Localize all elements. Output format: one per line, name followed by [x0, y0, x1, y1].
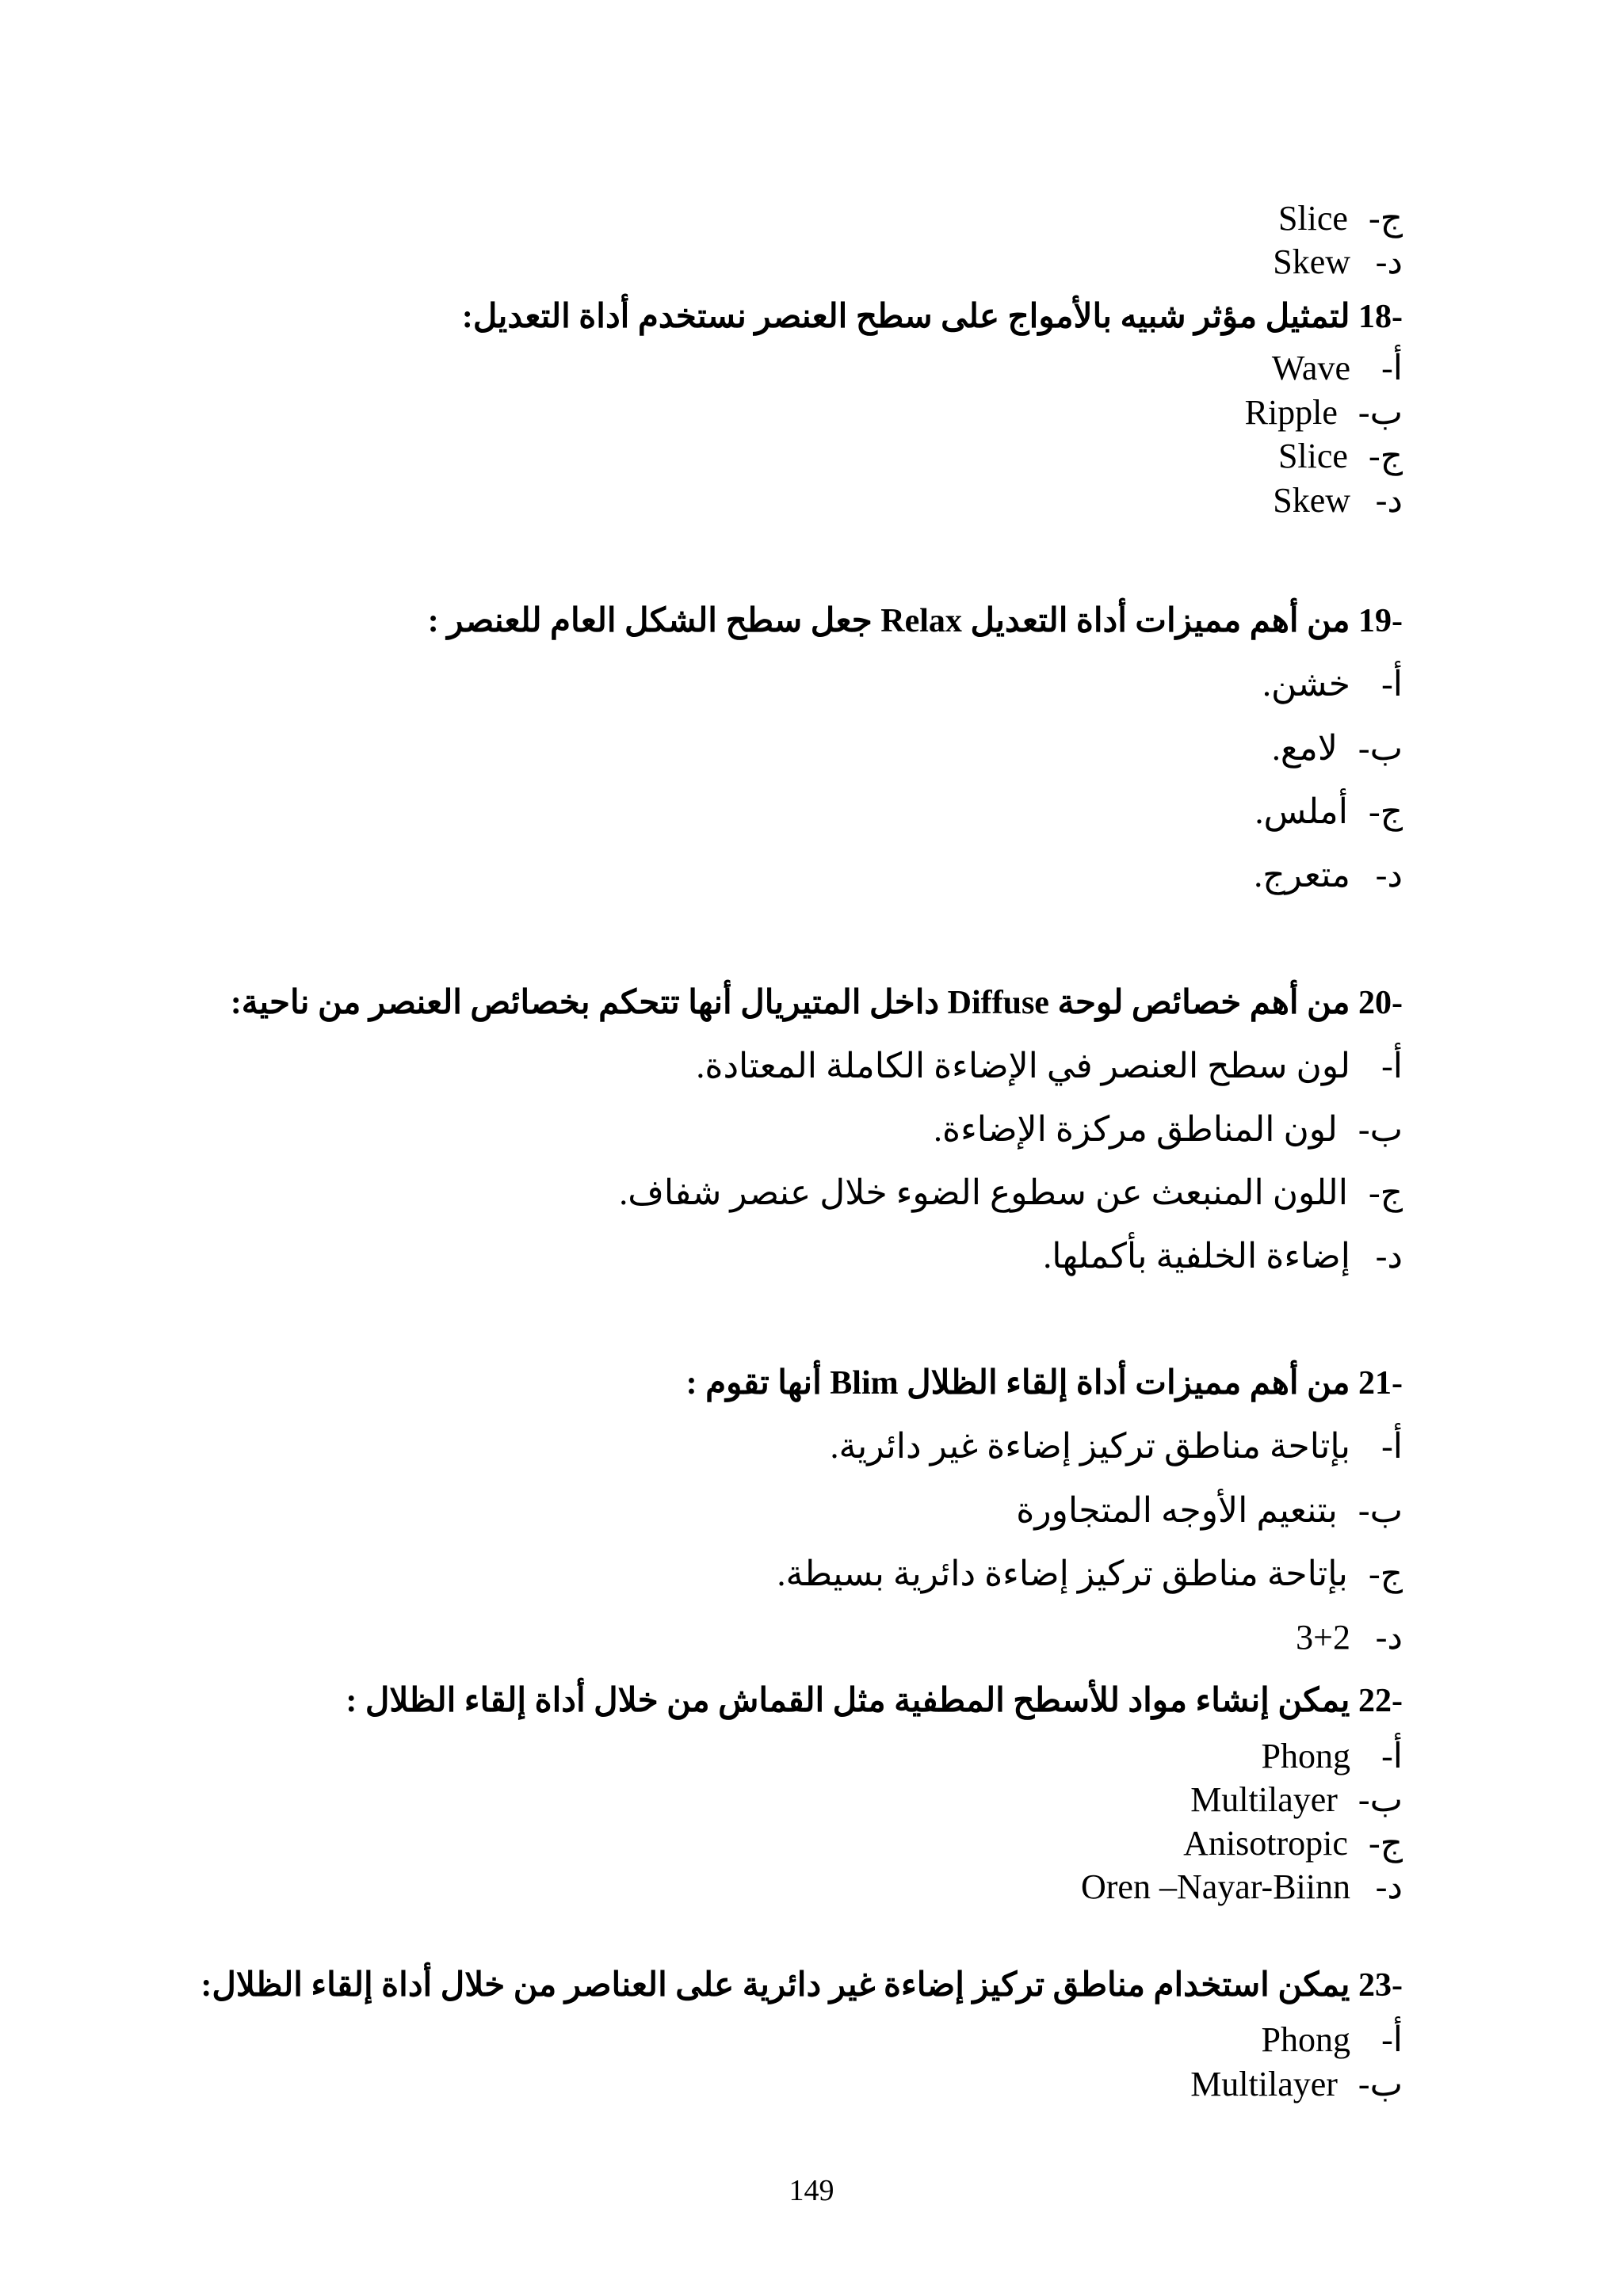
option-text: Skew [1273, 242, 1350, 281]
question-number: 21- [1358, 1365, 1403, 1402]
option-marker: أ- [1381, 2020, 1403, 2059]
q17-option-d [1273, 240, 1403, 284]
option-marker: ج- [1368, 199, 1403, 238]
option-marker: أ- [1381, 1047, 1403, 1085]
q21-option-a [830, 1425, 1403, 1469]
question-text: يمكن استخدام مناطق تركيز إضاءة غير دائرية على العناصر من خلال أداة إلقاء الظلال: [200, 1967, 1350, 2004]
option-text: بإتاحة مناطق تركيز إضاءة دائرية بسيطة. [777, 1554, 1348, 1593]
option-marker: ب- [1358, 1491, 1403, 1530]
question-number: 23- [1358, 1967, 1403, 2004]
option-text: لون سطح العنصر في الإضاءة الكاملة المعتادة. [696, 1047, 1350, 1085]
option-text: متعرج. [1254, 856, 1350, 894]
option-marker: ب- [1358, 393, 1403, 432]
option-marker: ج- [1368, 1554, 1403, 1593]
question-text: من أهم مميزات أداة إلقاء الظلال Blim أنها تقوم : [685, 1365, 1350, 1402]
q22-option-b [1190, 1778, 1403, 1822]
option-text: بإتاحة مناطق تركيز إضاءة غير دائرية. [830, 1427, 1350, 1466]
question-number: 18- [1358, 299, 1403, 335]
option-text: إضاءة الخلفية بأكملها. [1043, 1237, 1350, 1276]
option-text: أملس. [1254, 792, 1348, 831]
q20-option-d [1043, 1234, 1403, 1279]
option-text: بتنعيم الأوجه المتجاورة [1016, 1491, 1338, 1530]
q19-option-a [1262, 662, 1403, 707]
question-19 [428, 599, 1403, 643]
q20-option-b [934, 1108, 1403, 1152]
q20-option-a [696, 1044, 1403, 1089]
option-marker: أ- [1381, 349, 1403, 387]
option-text: Anisotropic [1183, 1824, 1348, 1863]
option-marker: د- [1375, 481, 1403, 520]
q21-option-b [1016, 1489, 1403, 1533]
option-marker: ب- [1358, 729, 1403, 768]
option-text: لامع. [1271, 729, 1338, 768]
question-text: لتمثيل مؤثر شبيه بالأمواج على سطح العنصر نستخدم أداة التعديل: [461, 299, 1350, 335]
question-text: يمكن إنشاء مواد للأسطح المطفية مثل القماش من خلال أداة إلقاء الظلال : [346, 1683, 1350, 1719]
option-text: Ripple [1244, 393, 1338, 432]
question-21 [686, 1361, 1403, 1405]
option-marker: أ- [1381, 665, 1403, 704]
option-text: Multilayer [1190, 1780, 1338, 1819]
q18-option-c [1278, 434, 1403, 479]
q22-option-d [1081, 1865, 1403, 1909]
option-text: Slice [1277, 437, 1348, 475]
option-marker: ب- [1358, 1110, 1403, 1149]
question-number: 22- [1358, 1683, 1403, 1719]
option-marker: د- [1375, 1237, 1403, 1276]
q23-option-b [1190, 2062, 1403, 2107]
q18-option-b [1245, 391, 1403, 435]
q19-option-b [1272, 727, 1403, 771]
option-marker: د- [1375, 856, 1403, 894]
option-text: Multilayer [1190, 2065, 1338, 2103]
option-marker: ج- [1368, 1173, 1403, 1212]
question-22 [346, 1679, 1403, 1723]
option-text: Phong [1261, 1737, 1350, 1775]
option-text: 3+2 [1296, 1618, 1350, 1657]
q19-option-c [1254, 790, 1403, 834]
question-text: من أهم مميزات أداة التعديل Relax جعل سطح الشكل العام للعنصر : [427, 603, 1350, 639]
question-20 [231, 981, 1403, 1025]
option-marker: د- [1375, 242, 1403, 281]
option-marker: أ- [1381, 1737, 1403, 1775]
option-text: Wave [1271, 349, 1350, 387]
option-text: خشن. [1262, 665, 1350, 704]
question-18 [462, 295, 1403, 339]
q21-option-d [1296, 1615, 1403, 1660]
q18-option-d [1273, 479, 1403, 523]
option-marker: د- [1375, 1618, 1403, 1657]
q19-option-d [1254, 853, 1403, 898]
question-23 [200, 1963, 1403, 2008]
option-marker: ج- [1368, 1824, 1403, 1863]
q22-option-a [1262, 1734, 1403, 1779]
option-marker: أ- [1381, 1427, 1403, 1466]
question-number: 20- [1358, 985, 1403, 1021]
q21-option-c [777, 1552, 1403, 1596]
option-marker: ب- [1358, 2065, 1403, 2103]
q18-option-a [1272, 346, 1403, 391]
option-marker: د- [1375, 1867, 1403, 1906]
question-number: 19- [1358, 603, 1403, 639]
q22-option-c [1183, 1821, 1403, 1866]
option-text: لون المناطق مركزة الإضاءة. [934, 1110, 1338, 1149]
q17-option-c [1278, 196, 1403, 241]
option-marker: ج- [1368, 437, 1403, 475]
option-text: Slice [1277, 199, 1348, 238]
option-text: Oren –Nayar-Biinn [1080, 1867, 1350, 1906]
question-text: من أهم خصائص لوحة Diffuse داخل المتيريال أنها تتحكم بخصائص العنصر من ناحية: [230, 985, 1350, 1021]
option-text: Phong [1261, 2020, 1350, 2059]
q20-option-c [619, 1171, 1403, 1215]
q23-option-a [1262, 2018, 1403, 2062]
option-marker: ب- [1358, 1780, 1403, 1819]
page-number: 149 [789, 2174, 834, 2207]
option-marker: ج- [1368, 792, 1403, 831]
option-text: Skew [1273, 481, 1350, 520]
option-text: اللون المنبعث عن سطوع الضوء خلال عنصر شفاف. [619, 1173, 1348, 1212]
